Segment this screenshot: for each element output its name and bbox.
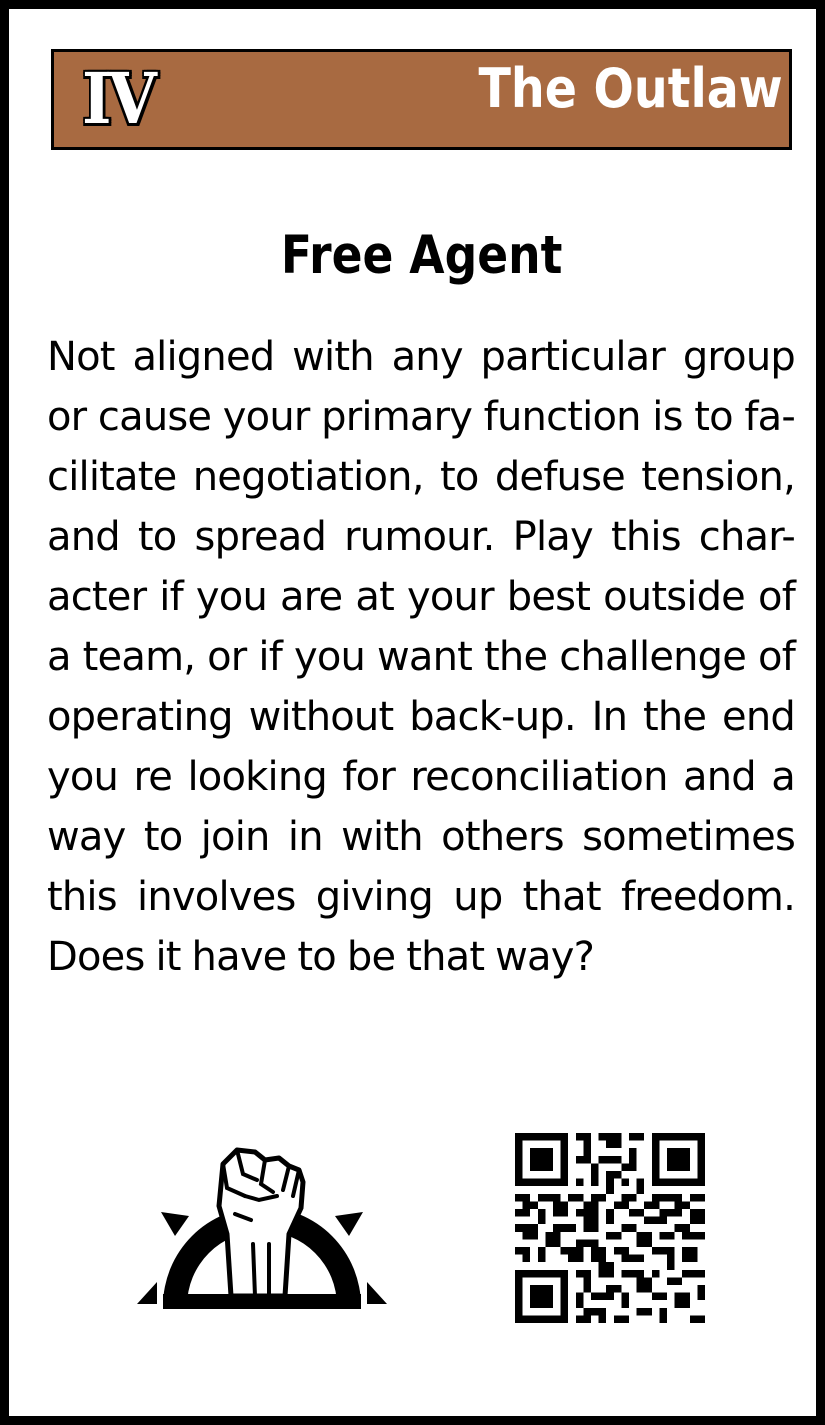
description-line: acter if you are at your best outside of xyxy=(47,574,795,620)
description-line: you re looking for reconciliation and a xyxy=(47,754,795,800)
card-header xyxy=(51,49,792,150)
card-numeral: IV xyxy=(82,57,154,140)
description-line: or cause your primary function is to fa- xyxy=(47,394,795,440)
description-line: Does it have to be that way? xyxy=(47,934,595,980)
description-line: and to spread rumour. Play this char- xyxy=(47,514,795,560)
role-heading xyxy=(9,221,825,291)
description-line: cilitate negotiation, to defuse tension, xyxy=(47,454,795,500)
raised-fist-icon xyxy=(133,1144,391,1309)
qr-code-icon xyxy=(515,1133,705,1323)
description-line: way to join in with others sometimes xyxy=(47,814,795,860)
description-line: this involves giving up that freedom. xyxy=(47,874,795,920)
role-heading-text: Free Agent xyxy=(280,225,563,286)
description-line: a team, or if you want the challenge of xyxy=(47,634,795,680)
description-line: operating without back-up. In the end xyxy=(47,694,795,740)
description-line: Not aligned with any particular group xyxy=(47,334,795,380)
description xyxy=(47,327,795,987)
card-archetype-title: The Outlaw xyxy=(478,57,783,120)
